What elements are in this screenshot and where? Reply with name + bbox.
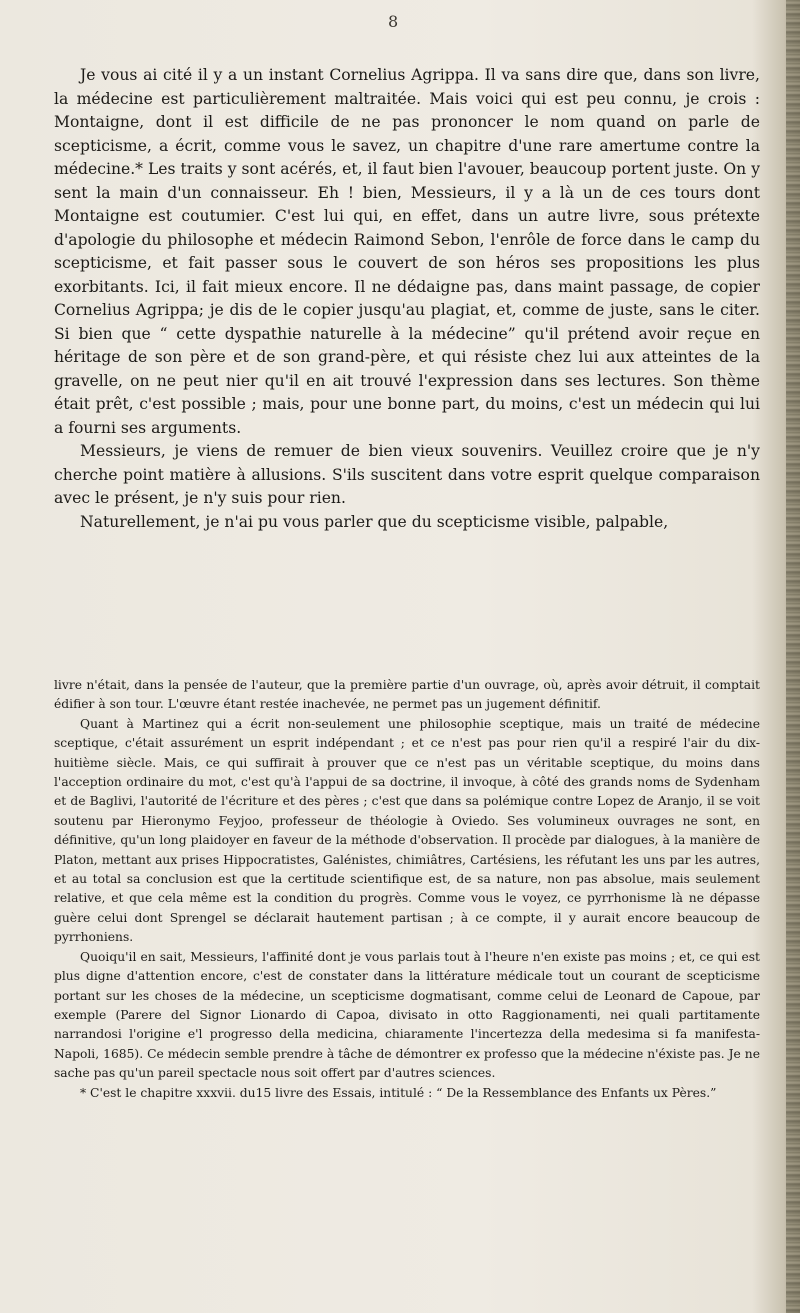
main-paragraph: Messieurs, je viens de remuer de bien vieux souvenirs. Veuillez croire que je n'y cherche point matière à allusions. S'ils suscitent dans votre esprit quelque comparaison avec le présent, je n'y suis pour rien. (54, 442, 760, 507)
main-paragraph: Je vous ai cité il y a un instant Cornelius Agrippa. Il va sans dire que, dans son livre, la médecine est particulièrement maltraitée. Mais voici qui est peu connu, je crois : Montaigne, dont il est difficile de ne pas prononcer le nom quand on parle de scepticisme, a écrit, comme vous le savez, un chapitre d'une rare amertume contre la médecine.* Les traits y sont acérés, et, il faut bien l'avouer, beaucoup portent juste. On y sent la main d'un connaisseur. Eh ! bien, Messieurs, il y a là un de ces tours dont Montaigne est coutumier. C'est lui qui, en effet, dans un autre livre, sous prétexte d'apologie du philosophe et médecin Raimond Sebon, l'enrôle de force dans le camp du scepticisme, et fait passer sous le couvert de son héros ses propositions les plus exorbitants. Ici, il fait mieux encore. Il ne dédaigne pas, dans maint passage, de copier Cornelius Agrippa; je dis de le copier jusqu'au plagiat, et, comme de juste, sans le citer. Si bien que “ cette dyspathie naturelle à la médecine” qu'il prétend avoir reçue en héritage de son père et de son grand-père, et qui résiste chez lui aux atteintes de la gravelle, on ne peut nier qu'il en ait trouvé l'expression dans ses lectures. Son thème était prêt, c'est possible ; mais, pour une bonne part, du moins, c'est un médecin qui lui a fourni ses arguments. (54, 66, 760, 437)
footnotes (54, 676, 760, 1103)
footnote-paragraph: livre n'était, dans la pensée de l'auteur, que la première partie d'un ouvrage, où, après avoir détruit, il comptait édifier à son tour. L'œuvre étant restée inachevée, ne permet pas un jugement définitif. (54, 678, 760, 712)
page-edge (786, 0, 800, 1313)
footnote-paragraph: Quoiqu'il en sait, Messieurs, l'affinité dont je vous parlais tout à l'heure n'en existe pas moins ; et, ce qui est plus digne d'attention encore, c'est de constater dans la littérature médicale tout un courant de scepticisme portant sur les choses de la médecine, un scepticisme dogmatisant, comme celui de Leonard de Capoue, par exemple (Parere del Signor Lionardo di Capoa, divisato in otto Raggionamenti, nei quali partitamente narrandosi l'origine e'l progresso della medicina, chiaramente l'incertezza della medesima si fa manifesta-Napoli, 1685). Ce médecin semble prendre à tâche de démontrer ex professo que la médecine n'éxiste pas. Je ne sache pas qu'un pareil spectacle nous soit offert par d'autres sciences. (54, 949, 760, 1081)
page-number: 8 (388, 12, 399, 31)
main-paragraph: Naturellement, je n'ai pu vous parler que du scepticisme visible, palpable, (80, 512, 669, 531)
footnote-paragraph: Quant à Martinez qui a écrit non-seulement une philosophie sceptique, mais un traité de médecine sceptique, c'était assurément un esprit indépendant ; et ce n'est pas pour rien qu'il a respiré l'air du dix-huitième siècle. Mais, ce qui suffirait à prouver que ce n'est pas un véritable sceptique, du moins dans l'acception ordinaire du mot, c'est qu'à l'appui de sa doctrine, il invoque, à côté des grands noms de Sydenham et de Baglivi, l'autorité de l'écriture et des pères ; c'est que dans sa polémique contre Lopez de Aranjo, il se voit soutenu par Hieronymo Feyjoo, professeur de théologie à Oviedo. Ses volumineux ouvrages ne sont, en définitive, qu'un long plaidoyer en faveur de la méthode d'observation. Il procède par dialogues, à la manière de Platon, mettant aux prises Hippocratistes, Galénistes, chimiâtres, Cartésiens, les réfutant les uns par les autres, et au total sa conclusion est que la certitude scientifique est, de sa nature, non pas absolue, mais seulement relative, et que cela même est la condition du progrès. Comme vous le voyez, ce pyrrhonisme là ne dépasse guère celui dont Sprengel se déclarait hautement partisan ; à ce compte, il y aurait encore beaucoup de pyrrhoniens. (54, 716, 760, 945)
footnote-paragraph: * C'est le chapitre xxxvii. du15 livre des Essais, intitulé : “ De la Ressemblance des Enfants ux Pères.” (80, 1085, 717, 1100)
main-text (54, 64, 760, 534)
